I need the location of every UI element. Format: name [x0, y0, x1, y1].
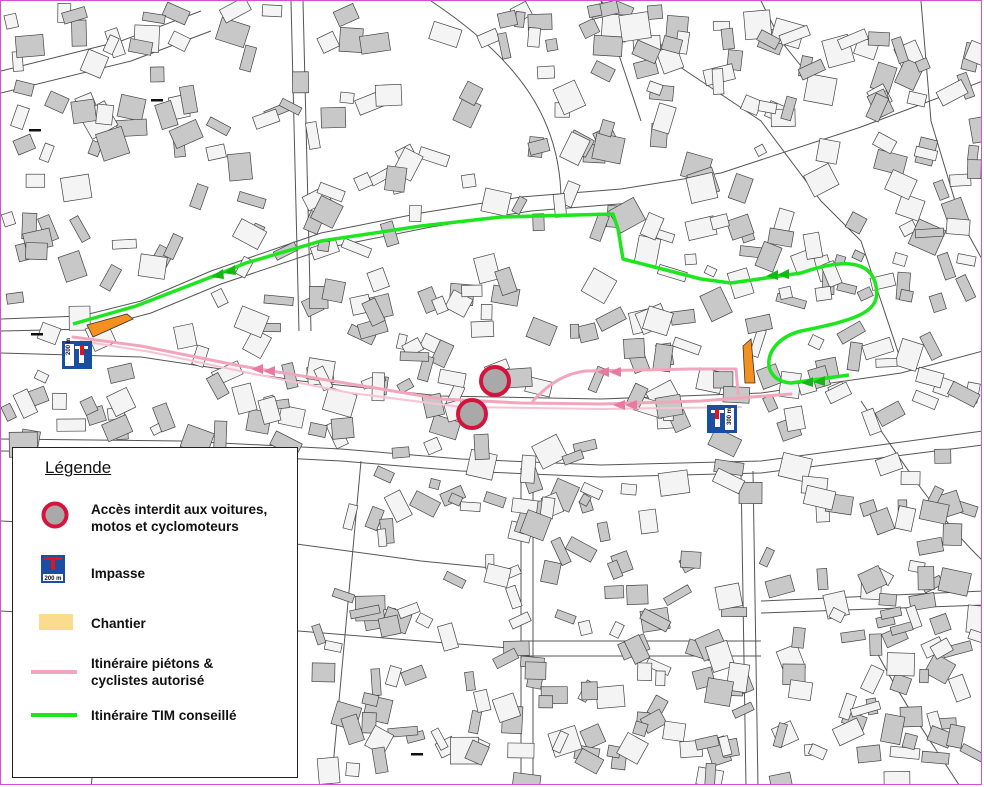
- legend-item-forbidden: [91, 501, 267, 535]
- legend-item-pedestrian-route: [91, 655, 213, 689]
- legend-label-line: Chantier: [91, 616, 146, 631]
- legend-label-line: cyclistes autorisé: [91, 673, 205, 688]
- construction-site-swatch: [39, 614, 73, 630]
- legend-item-chantier: [91, 615, 146, 632]
- forbidden-access-icon: [481, 367, 509, 395]
- dead-end-sign-icon: [62, 338, 92, 369]
- legend-item-impasse: [91, 565, 145, 582]
- pedestrian-cyclist-route-line: [31, 670, 77, 674]
- dead-end-sign-icon: [41, 555, 65, 583]
- legend-label-line: motos et cyclomoteurs: [91, 519, 239, 534]
- dead-end-distance-label: 300 m: [727, 407, 733, 425]
- forbidden-access-icon: [458, 400, 486, 428]
- legend-sign-distance: 200 m: [44, 576, 62, 582]
- legend-label-line: Impasse: [91, 566, 146, 581]
- map-legend: [12, 447, 298, 778]
- legend-label-line: Itinéraire TIM conseillé: [91, 708, 237, 723]
- dead-end-distance-label: 200 m: [66, 337, 72, 355]
- forbidden-access-icon: [41, 501, 69, 529]
- legend-label-line: Itinéraire piétons &: [91, 656, 214, 671]
- legend-label-line: Accès interdit aux voitures,: [91, 502, 268, 517]
- dead-end-sign-icon: [707, 405, 737, 433]
- legend-title: Légende: [45, 458, 112, 477]
- legend-item-tim-route: [91, 707, 237, 724]
- recommended-motor-traffic-route-line: [31, 713, 77, 717]
